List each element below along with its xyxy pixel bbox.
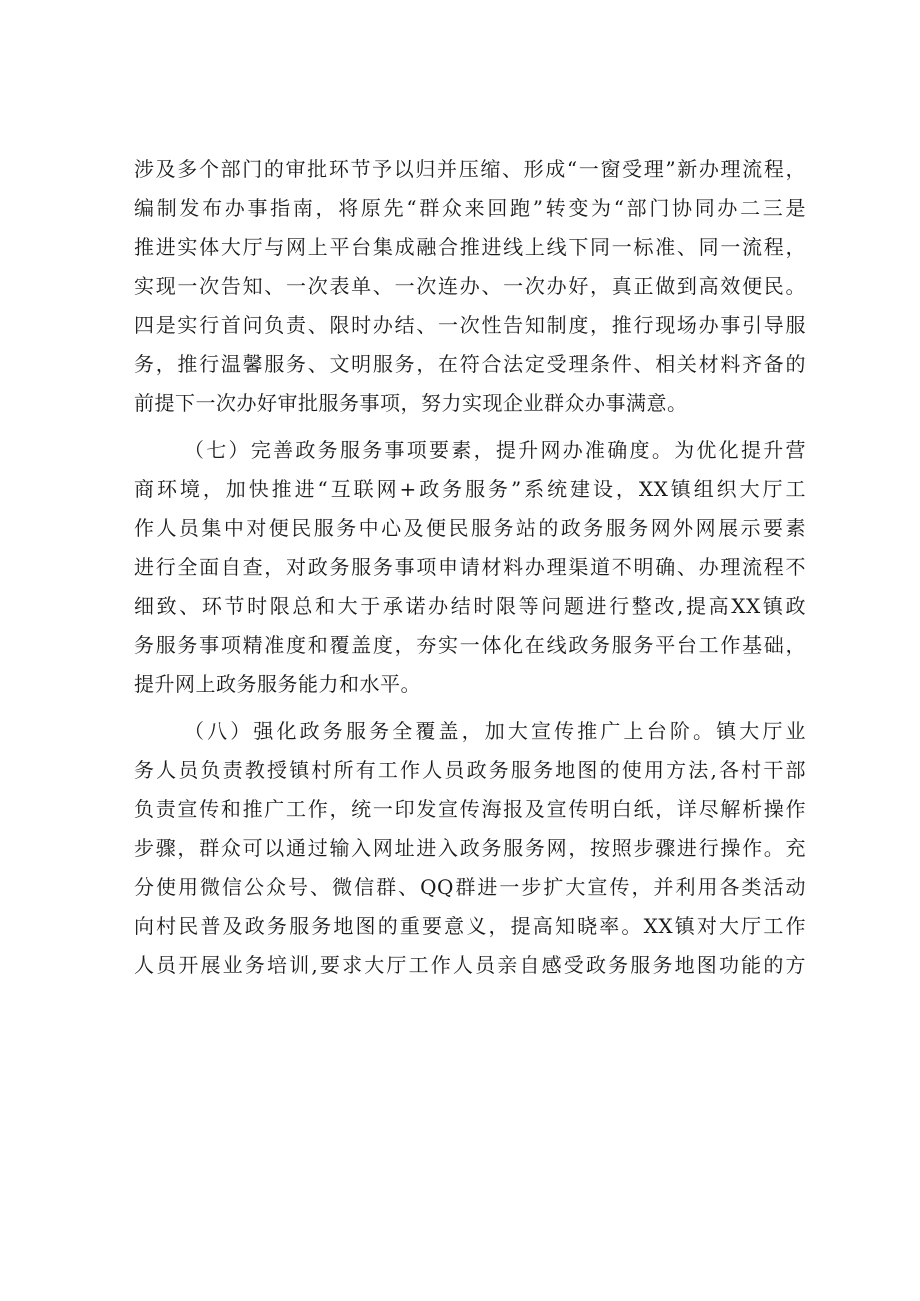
text-line-heading: （八）强化政务服务全覆盖，加大宣传推广上台阶。镇大厅业 [184, 719, 806, 743]
paragraph-continuation [134, 150, 806, 423]
document-body [134, 150, 806, 985]
text-line: 编制发布办事指南，将原先“群众来回跑”转变为“部门协同办二三是 [134, 196, 806, 220]
text-line: 推进实体大厅与网上平台集成融合推进线上线下同一标准、同一流程， [134, 235, 806, 259]
text-line: 务人员负责教授镇村所有工作人员政务服务地图的使用方法,各村干部 [134, 758, 806, 782]
text-line: 负责宣传和推广工作，统一印发宣传海报及宣传明白纸，详尽解析操作 [134, 797, 806, 821]
paragraph-gap [134, 423, 806, 431]
text-line: 四是实行首问负责、限时办结、一次性告知制度，推行现场办事引导服 [134, 313, 806, 337]
paragraph-gap [134, 704, 806, 712]
text-line-heading: （七）完善政务服务事项要素，提升网办准确度。为优化提升营 [184, 438, 806, 462]
text-line: 务，推行温馨服务、文明服务，在符合法定受理条件、相关材料齐备的 [134, 352, 806, 376]
text-line: 细致、环节时限总和大于承诺办结时限等问题进行整改,提高XX镇政 [134, 594, 806, 618]
text-line: 向村民普及政务服务地图的重要意义，提高知晓率。XX镇对大厅工作 [134, 914, 806, 938]
text-line: 涉及多个部门的审批环节予以归并压缩、形成“一窗受理”新办理流程， [134, 157, 806, 181]
text-line: 人员开展业务培训,要求大厅工作人员亲自感受政务服务地图功能的方 [134, 953, 806, 977]
text-line: 务服务事项精准度和覆盖度，夯实一体化在线政务服务平台工作基础， [134, 633, 806, 657]
text-line: 提升网上政务服务能力和水平。 [134, 672, 421, 696]
text-line: 实现一次告知、一次表单、一次连办、一次办好，真正做到高效便民。 [134, 274, 806, 298]
text-line: 前提下一次办好审批服务事项，努力实现企业群众办事满意。 [134, 391, 688, 415]
text-line: 步骤，群众可以通过输入网址进入政务服务网，按照步骤进行操作。充 [134, 836, 806, 860]
text-line: 进行全面自查，对政务服务事项申请材料办理渠道不明确、办理流程不 [134, 555, 806, 579]
text-line: 作人员集中对便民服务中心及便民服务站的政务服务网外网展示要素 [134, 516, 806, 540]
text-line: 商环境，加快推进“互联网+政务服务”系统建设，XX镇组织大厅工 [134, 477, 806, 501]
text-line: 分使用微信公众号、微信群、QQ群进一步扩大宣传，并利用各类活动 [134, 875, 806, 899]
paragraph-seven [134, 431, 806, 704]
paragraph-eight [134, 712, 806, 985]
